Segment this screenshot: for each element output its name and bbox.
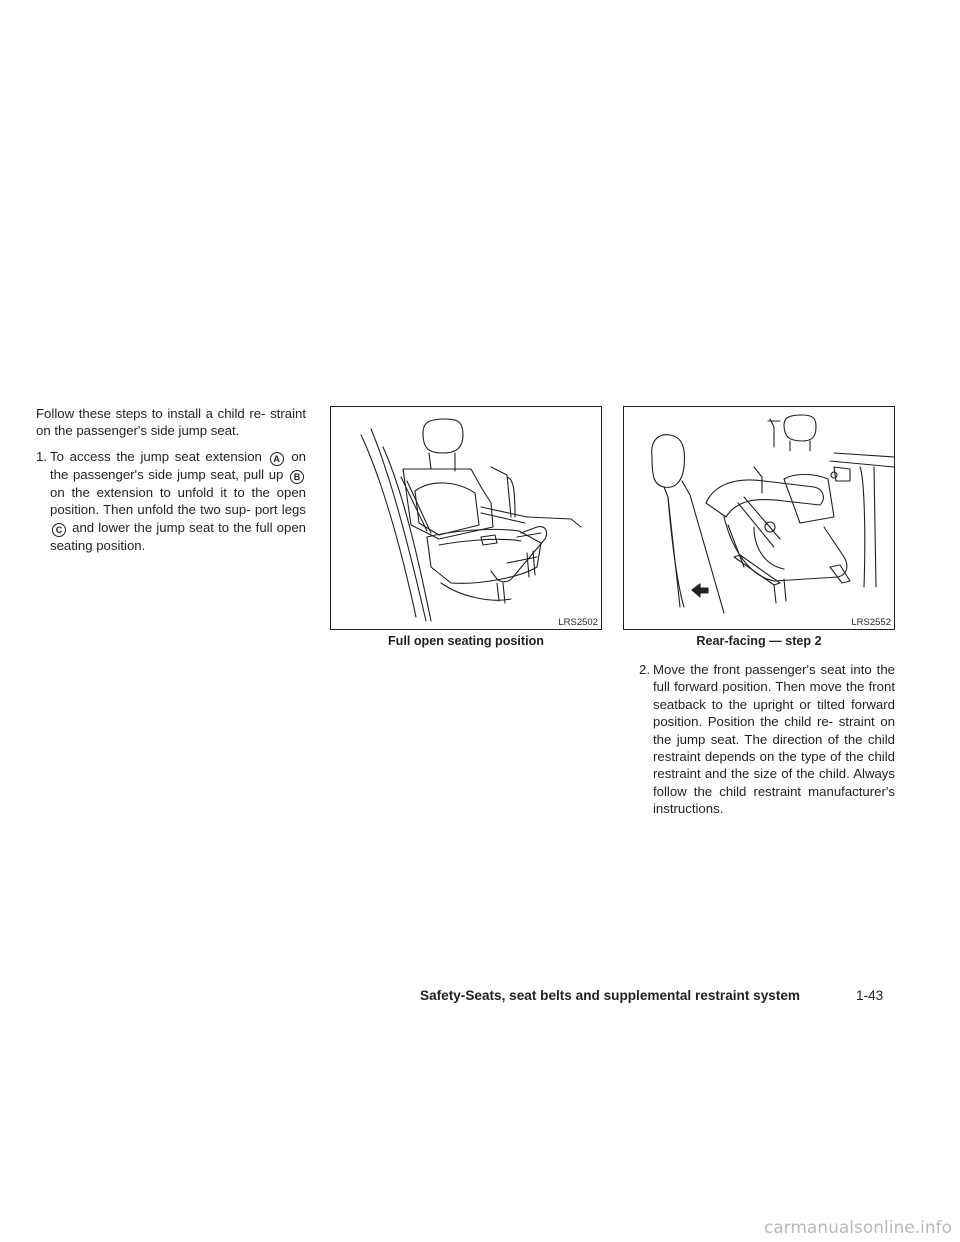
step-2-text: Move the front passenger's seat into the full forward position. Then move the front seatback to the upright or tilted forward position. Position the child re- straint on the jump seat. The direction of the child restraint depends on the type of the child restraint and the size of the child. Always follow the child restraint manufacturer's instructions. — [653, 662, 895, 817]
figure-2-code: LRS2552 — [851, 617, 891, 628]
figure-1-code: LRS2502 — [558, 617, 598, 628]
callout-c: C — [52, 523, 66, 537]
step-2-number: 2. — [639, 662, 650, 677]
watermark: carmanualsonline.info — [763, 1218, 952, 1238]
step-1-text — [36, 448, 306, 554]
callout-b: B — [290, 470, 304, 484]
callout-a: A — [270, 452, 284, 466]
step-1-text-part2: on the passenger's side jump seat, pull up — [50, 449, 307, 482]
intro-paragraph: Follow these steps to install a child re- straint on the passenger's side jump seat. — [36, 406, 306, 439]
step-1-text-part4: and lower the jump seat to the full open seating position. — [50, 519, 306, 553]
figure-2-caption: Rear-facing — step 2 — [696, 634, 822, 648]
rear-facing-child-seat-illustration — [624, 407, 894, 629]
figure-full-open-seating — [330, 406, 602, 630]
page-number: 1-43 — [856, 988, 884, 1003]
step-2 — [639, 661, 895, 818]
jump-seat-illustration — [331, 407, 601, 629]
figure-1-caption: Full open seating position — [387, 634, 545, 648]
step-1-number: 1. — [36, 449, 47, 464]
step-1-text-part1: To access the jump seat extension — [50, 449, 262, 464]
step-1-text-part3: on the extension to unfold it to the open position. Then unfold the two sup- port legs — [50, 485, 306, 518]
step-1 — [36, 448, 306, 554]
figure-rear-facing-step-2 — [623, 406, 895, 630]
footer-section-title: Safety-Seats, seat belts and supplemental restraint system — [420, 988, 801, 1003]
